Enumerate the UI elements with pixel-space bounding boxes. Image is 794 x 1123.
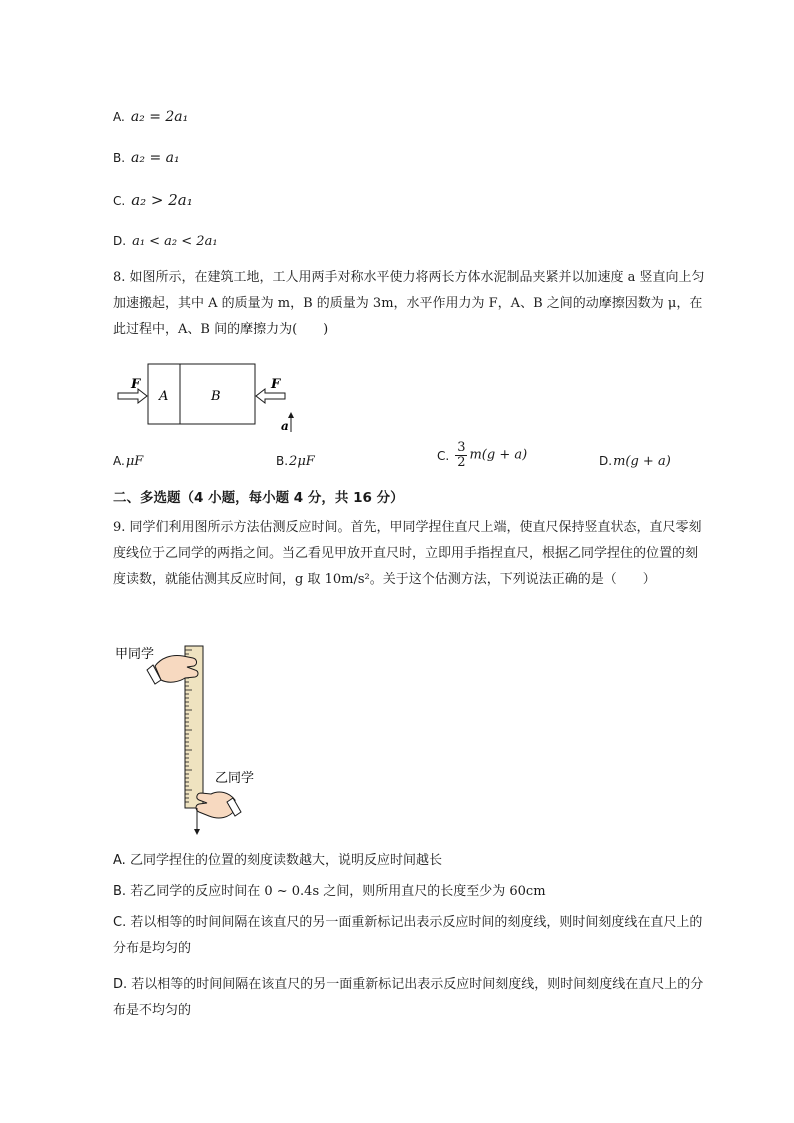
q9-option-b[interactable] bbox=[113, 879, 705, 905]
q9-figure bbox=[113, 640, 273, 840]
option-expr: 2μF bbox=[289, 454, 315, 469]
option-label: C. bbox=[113, 915, 127, 930]
option-expr: m(g + a) bbox=[469, 447, 528, 463]
q7-option-d[interactable] bbox=[113, 232, 218, 251]
option-expr: a₂ > 2a₁ bbox=[131, 191, 193, 209]
option-expr: a₂ = 2a₁ bbox=[130, 109, 189, 125]
person-top-label: 甲同学 bbox=[115, 647, 155, 662]
option-text: 若以相等的时间间隔在该直尺的另一面重新标记出表示反应时间刻度线，则时间刻度线在直尺上的分布是不均匀的 bbox=[113, 977, 704, 1018]
q7-option-a[interactable] bbox=[113, 108, 188, 127]
block-a-label: A bbox=[159, 389, 169, 404]
option-expr: a₁ < a₂ < 2a₁ bbox=[132, 234, 218, 249]
option-label: C. bbox=[437, 448, 450, 463]
option-expr: μF bbox=[125, 454, 144, 469]
q8-figure bbox=[113, 360, 313, 438]
option-text: 若以相等的时间间隔在该直尺的另一面重新标记出表示反应时间的刻度线，则时间刻度线在直尺上的分布是均匀的 bbox=[113, 915, 703, 956]
section-title: 二、多选题（4 小题，每小题 4 分，共 16 分） bbox=[113, 490, 404, 506]
fraction-numerator: 3 bbox=[457, 440, 466, 455]
option-expr: m(g + a) bbox=[613, 454, 671, 469]
q8-question-text: 8. 如图所示，在建筑工地，工人用两手对称水平使力将两长方体水泥制品夹紧并以加速度 a 竖直向上匀加速搬起，其中 A 的质量为 m，B 的质量为 3m，水平作用力为 F，A、B 之间的动摩擦因数为 μ，在此过程中，A、B 间的摩擦力为( ) bbox=[113, 270, 705, 337]
option-label: A. bbox=[113, 454, 125, 468]
option-label: C. bbox=[113, 194, 126, 208]
option-text: 若乙同学的反应时间在 0 ~ 0.4s 之间，则所用直尺的长度至少为 60cm bbox=[130, 884, 546, 899]
block-b-label: B bbox=[211, 389, 221, 404]
fraction-three-halves bbox=[455, 441, 467, 470]
option-label: B. bbox=[276, 454, 289, 468]
option-label: D. bbox=[599, 454, 613, 468]
force-left-label: F bbox=[131, 377, 141, 392]
fraction-denominator: 2 bbox=[457, 455, 466, 470]
option-label: D. bbox=[113, 234, 127, 248]
q7-option-c[interactable] bbox=[113, 191, 193, 211]
force-right-label: F bbox=[271, 377, 281, 392]
q8-option-a[interactable] bbox=[113, 452, 143, 471]
q9-option-c[interactable] bbox=[113, 910, 705, 962]
option-label: B. bbox=[113, 884, 127, 899]
option-label: A. bbox=[113, 853, 126, 868]
q9-option-a[interactable] bbox=[113, 848, 705, 874]
option-text: 乙同学捏住的位置的刻度读数越大，说明反应时间越长 bbox=[129, 853, 442, 868]
q8-option-b[interactable] bbox=[276, 452, 315, 471]
bottom-hand-icon bbox=[196, 792, 241, 818]
q8-option-d[interactable] bbox=[599, 452, 671, 471]
accel-label: a bbox=[281, 419, 289, 433]
option-label: B. bbox=[113, 151, 126, 165]
q8-option-c[interactable] bbox=[437, 441, 527, 470]
person-bottom-label: 乙同学 bbox=[215, 771, 255, 786]
option-label: D. bbox=[113, 977, 128, 992]
option-label: A. bbox=[113, 110, 125, 124]
q9-option-d[interactable] bbox=[113, 972, 705, 1024]
option-expr: a₂ = a₁ bbox=[131, 150, 180, 166]
q7-option-b[interactable] bbox=[113, 149, 180, 168]
q9-question-text: 9. 同学们利用图所示方法估测反应时间。首先，甲同学捏住直尺上端，使直尺保持竖直状态，直尺零刻度线位于乙同学的两指之间。当乙看见甲放开直尺时，立即用手指捏直尺，根据乙同学捏住的位置的刻度读数，就能估测其反应时间，g 取 10m/s²。关于这个估测方法，下列说法正确的是（ ） bbox=[113, 520, 702, 587]
